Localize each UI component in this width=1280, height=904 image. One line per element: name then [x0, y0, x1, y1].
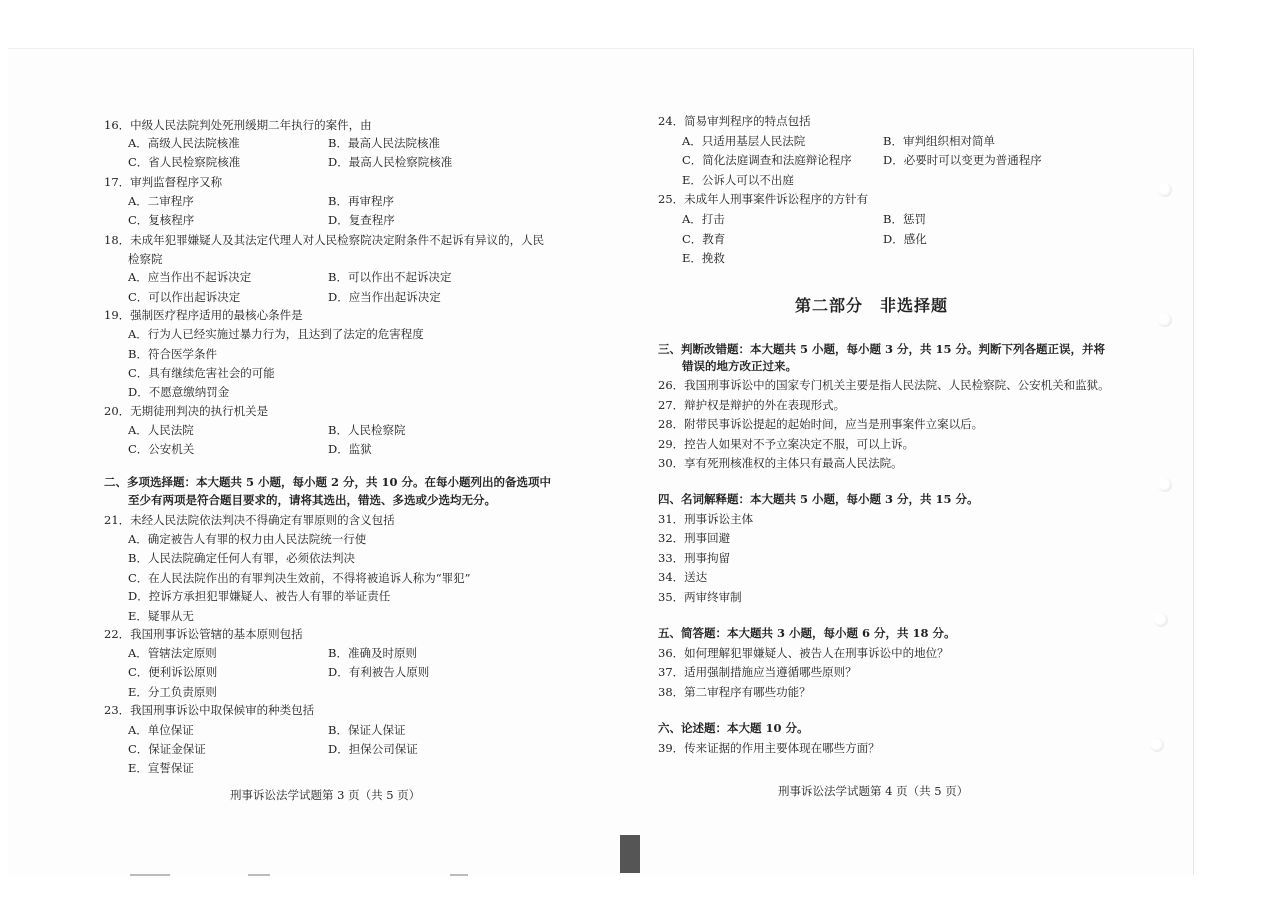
binding-hole	[1158, 183, 1172, 197]
question-text: 16．中级人民法院判处死刑缓期二年执行的案件，由	[104, 118, 372, 132]
question-text: 18．未成年犯罪嫌疑人及其法定代理人对人民检察院决定附条件不起诉有异议的，人民	[104, 233, 545, 247]
binding-hole	[1158, 313, 1172, 327]
answer-option: C．教育	[682, 232, 726, 246]
answer-option: D．有利被告人原则	[328, 665, 430, 679]
answer-option: D．担保公司保证	[328, 742, 418, 756]
answer-option: B．惩罚	[883, 212, 926, 226]
scan-mark	[248, 874, 270, 876]
answer-option: A．只适用基层人民法院	[682, 134, 806, 148]
answer-option: E．公诉人可以不出庭	[682, 173, 794, 187]
answer-option: B．审判组织相对简单	[883, 134, 995, 148]
answer-option: A．应当作出不起诉决定	[128, 270, 252, 284]
answer-option: A．行为人已经实施过暴力行为，且达到了法定的危害程度	[128, 327, 424, 341]
answer-option: B．保证人保证	[328, 723, 406, 737]
page-footer-4: 刑事诉讼法学试题第 4 页（共 5 页）	[778, 784, 969, 798]
section-header: 六、论述题：本大题 10 分。	[658, 721, 809, 735]
answer-option: A．高级人民法院核准	[128, 136, 240, 150]
question-text: 20．无期徒刑判决的执行机关是	[104, 404, 269, 418]
answer-option: C．在人民法院作出的有罪判决生效前，不得将被追诉人称为“罪犯”	[128, 571, 471, 585]
binding-hole	[1154, 613, 1168, 627]
answer-option: D．最高人民检察院核准	[328, 155, 453, 169]
question-text: 检察院	[128, 252, 163, 266]
answer-option: A．二审程序	[128, 194, 194, 208]
question-text: 24．简易审判程序的特点包括	[658, 114, 811, 128]
section-header: 二、多项选择题：本大题共 5 小题，每小题 2 分，共 10 分。在每小题列出的备选项中	[104, 475, 552, 489]
answer-option: C．具有继续危害社会的可能	[128, 366, 275, 380]
part-two-heading: 第二部分 非选择题	[795, 296, 949, 315]
answer-option: E．疑罪从无	[128, 609, 194, 623]
binding-hole	[1150, 738, 1164, 752]
answer-option: D．必要时可以变更为普通程序	[883, 153, 1042, 167]
answer-option: E．挽救	[682, 251, 725, 265]
answer-option: D．应当作出起诉决定	[328, 290, 441, 304]
question-text: 31．刑事诉讼主体	[658, 512, 754, 526]
question-text: 19．强制医疗程序适用的最核心条件是	[104, 308, 303, 322]
question-text: 34．送达	[658, 570, 708, 584]
answer-option: C．保证金保证	[128, 742, 206, 756]
scan-mark	[130, 874, 170, 876]
question-text: 至少有两项是符合题目要求的，请将其选出，错选、多选或少选均无分。	[128, 493, 496, 507]
answer-option: D．控诉方承担犯罪嫌疑人、被告人有罪的举证责任	[128, 589, 391, 603]
answer-option: A．确定被告人有罪的权力由人民法院统一行使	[128, 532, 367, 546]
question-text: 21．未经人民法院依法判决不得确定有罪原则的含义包括	[104, 513, 395, 527]
answer-option: B．准确及时原则	[328, 646, 417, 660]
answer-option: C．省人民检察院核准	[128, 155, 241, 169]
question-text: 37．适用强制措施应当遵循哪些原则？	[658, 665, 857, 679]
answer-option: D．感化	[883, 232, 927, 246]
question-text: 30．享有死刑核准权的主体只有最高人民法院。	[658, 456, 903, 470]
binding-tab	[620, 835, 640, 873]
question-text: 33．刑事拘留	[658, 551, 731, 565]
section-header: 四、名词解释题：本大题共 5 小题，每小题 3 分，共 15 分。	[658, 492, 979, 506]
scan-mark	[450, 874, 468, 876]
question-text: 39．传来证据的作用主要体现在哪些方面？	[658, 741, 880, 755]
answer-option: D．复查程序	[328, 213, 395, 227]
section-header: 三、判断改错题：本大题共 5 小题，每小题 3 分，共 15 分。判断下列各题正误，并将	[658, 342, 1106, 356]
question-text: 26．我国刑事诉讼中的国家专门机关主要是指人民法院、人民检察院、公安机关和监狱。	[658, 378, 1110, 392]
answer-option: B．人民检察院	[328, 423, 406, 437]
answer-option: A．打击	[682, 212, 725, 226]
question-text: 38．第二审程序有哪些功能？	[658, 685, 811, 699]
answer-option: A．管辖法定原则	[128, 646, 217, 660]
answer-option: D．监狱	[328, 442, 372, 456]
question-text: 36．如何理解犯罪嫌疑人、被告人在刑事诉讼中的地位？	[658, 646, 949, 660]
answer-option: D．不愿意缴纳罚金	[128, 385, 230, 399]
answer-option: C．复核程序	[128, 213, 195, 227]
answer-option: A．单位保证	[128, 723, 194, 737]
question-text: 29．控告人如果对不予立案决定不服，可以上诉。	[658, 437, 915, 451]
answer-option: B．再审程序	[328, 194, 394, 208]
question-text: 25．未成年人刑事案件诉讼程序的方针有	[658, 192, 869, 206]
question-text: 22．我国刑事诉讼管辖的基本原则包括	[104, 627, 303, 641]
section-header: 五、简答题：本大题共 3 小题，每小题 6 分，共 18 分。	[658, 626, 956, 640]
question-text: 23．我国刑事诉讼中取保候审的种类包括	[104, 703, 315, 717]
answer-option: C．可以作出起诉决定	[128, 290, 241, 304]
question-text: 35．两审终审制	[658, 590, 742, 604]
answer-option: C．便利诉讼原则	[128, 665, 218, 679]
question-text: 27．辩护权是辩护的外在表现形式。	[658, 398, 846, 412]
answer-option: C．简化法庭调查和法庭辩论程序	[682, 153, 852, 167]
question-text: 32．刑事回避	[658, 531, 731, 545]
page-footer-3: 刑事诉讼法学试题第 3 页（共 5 页）	[230, 788, 421, 802]
answer-option: C．公安机关	[128, 442, 195, 456]
answer-option: A．人民法院	[128, 423, 194, 437]
question-text: 错误的地方改正过来。	[682, 359, 797, 373]
answer-option: E．分工负责原则	[128, 685, 217, 699]
question-text: 28．附带民事诉讼提起的起始时间，应当是刑事案件立案以后。	[658, 417, 984, 431]
answer-option: E．宣誓保证	[128, 761, 194, 775]
answer-option: B．人民法院确定任何人有罪，必须依法判决	[128, 551, 355, 565]
answer-option: B．可以作出不起诉决定	[328, 270, 452, 284]
binding-hole	[1158, 478, 1172, 492]
question-text: 17．审判监督程序又称	[104, 175, 223, 189]
answer-option: B．最高人民法院核准	[328, 136, 440, 150]
answer-option: B．符合医学条件	[128, 347, 217, 361]
